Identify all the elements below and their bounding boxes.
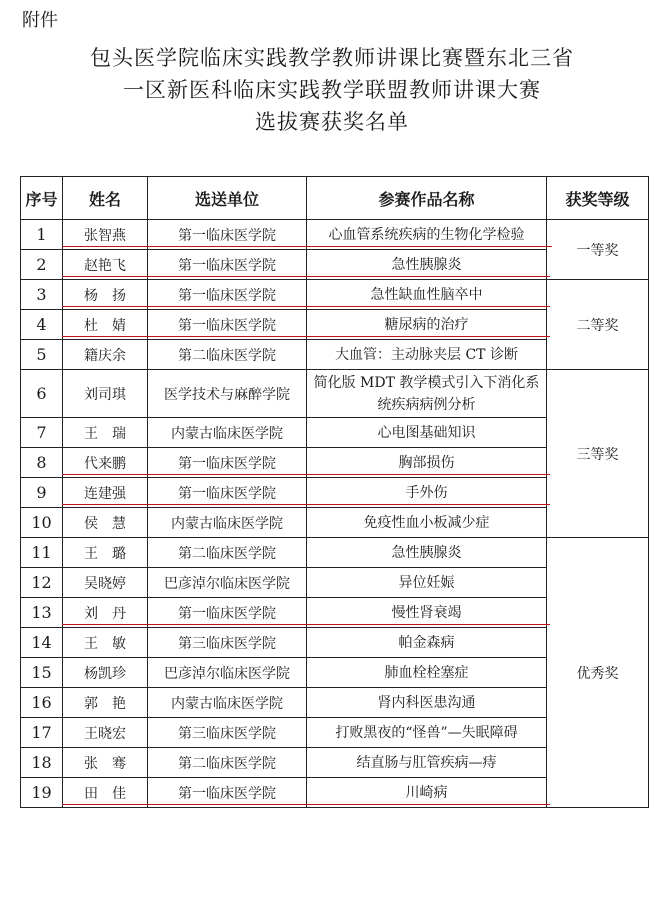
row-no: 15 bbox=[21, 658, 63, 688]
row-name: 侯 慧 bbox=[63, 508, 148, 538]
row-unit: 第三临床医学院 bbox=[148, 628, 307, 658]
table-header-row bbox=[21, 177, 649, 220]
row-work: 肾内科医患沟通 bbox=[307, 688, 547, 718]
row-no: 1 bbox=[21, 220, 63, 250]
row-unit: 内蒙古临床医学院 bbox=[148, 508, 307, 538]
row-name: 张 骞 bbox=[63, 748, 148, 778]
red-underline-mark bbox=[62, 474, 550, 476]
row-work: 急性缺血性脑卒中 bbox=[307, 280, 547, 310]
row-no: 17 bbox=[21, 718, 63, 748]
row-name: 田 佳 bbox=[63, 778, 148, 808]
row-unit: 第一临床医学院 bbox=[148, 220, 307, 250]
row-unit: 医学技术与麻醉学院 bbox=[148, 370, 307, 418]
row-work: 简化版 MDT 教学模式引入下消化系统疾病病例分析 bbox=[307, 370, 547, 418]
row-no: 13 bbox=[21, 598, 63, 628]
row-work: 心电图基础知识 bbox=[307, 418, 547, 448]
row-no: 4 bbox=[21, 310, 63, 340]
row-work: 慢性肾衰竭 bbox=[307, 598, 547, 628]
row-name: 王 瑞 bbox=[63, 418, 148, 448]
header-work: 参赛作品名称 bbox=[307, 177, 547, 220]
row-work: 急性胰腺炎 bbox=[307, 538, 547, 568]
document-title-line-3: 选拔赛获奖名单 bbox=[255, 110, 409, 134]
row-name: 王 敏 bbox=[63, 628, 148, 658]
row-unit: 第一临床医学院 bbox=[148, 280, 307, 310]
row-unit: 第一临床医学院 bbox=[148, 310, 307, 340]
row-work: 川崎病 bbox=[307, 778, 547, 808]
row-no: 18 bbox=[21, 748, 63, 778]
red-underline-mark bbox=[62, 804, 550, 806]
header-award: 获奖等级 bbox=[547, 177, 649, 220]
award-level-cell: 一等奖 bbox=[547, 220, 649, 280]
row-no: 5 bbox=[21, 340, 63, 370]
row-no: 2 bbox=[21, 250, 63, 280]
document-title-line-2: 一区新医科临床实践教学联盟教师讲课大赛 bbox=[123, 78, 541, 102]
row-name: 吴晓婷 bbox=[63, 568, 148, 598]
award-level-cell: 三等奖 bbox=[547, 370, 649, 538]
row-unit: 第一临床医学院 bbox=[148, 478, 307, 508]
row-name: 刘 丹 bbox=[63, 598, 148, 628]
row-work: 结直肠与肛管疾病—痔 bbox=[307, 748, 547, 778]
row-no: 19 bbox=[21, 778, 63, 808]
red-underline-mark bbox=[62, 306, 550, 308]
row-work: 打败黑夜的“怪兽”—失眠障碍 bbox=[307, 718, 547, 748]
header-unit: 选送单位 bbox=[148, 177, 307, 220]
row-no: 8 bbox=[21, 448, 63, 478]
red-underline-mark bbox=[62, 276, 550, 278]
row-unit: 第一临床医学院 bbox=[148, 448, 307, 478]
row-unit: 第二临床医学院 bbox=[148, 538, 307, 568]
row-work: 手外伤 bbox=[307, 478, 547, 508]
row-unit: 第二临床医学院 bbox=[148, 340, 307, 370]
row-work: 帕金森病 bbox=[307, 628, 547, 658]
red-underline-mark bbox=[62, 246, 552, 248]
row-no: 14 bbox=[21, 628, 63, 658]
table-row bbox=[21, 538, 649, 568]
row-work: 糖尿病的治疗 bbox=[307, 310, 547, 340]
award-level-cell: 优秀奖 bbox=[547, 538, 649, 808]
row-work: 急性胰腺炎 bbox=[307, 250, 547, 280]
header-name: 姓名 bbox=[63, 177, 148, 220]
row-no: 6 bbox=[21, 370, 63, 418]
header-no: 序号 bbox=[21, 177, 63, 220]
row-work: 肺血栓栓塞症 bbox=[307, 658, 547, 688]
row-name: 杨 扬 bbox=[63, 280, 148, 310]
row-name: 籍庆余 bbox=[63, 340, 148, 370]
row-work: 心血管系统疾病的生物化学检验 bbox=[307, 220, 547, 250]
row-name: 连建强 bbox=[63, 478, 148, 508]
row-name: 王 璐 bbox=[63, 538, 148, 568]
row-unit: 第一临床医学院 bbox=[148, 598, 307, 628]
row-work: 异位妊娠 bbox=[307, 568, 547, 598]
row-no: 11 bbox=[21, 538, 63, 568]
row-work: 大血管：主动脉夹层 CT 诊断 bbox=[307, 340, 547, 370]
row-name: 杜 婧 bbox=[63, 310, 148, 340]
table-row bbox=[21, 370, 649, 418]
row-unit: 第三临床医学院 bbox=[148, 718, 307, 748]
row-unit: 第一临床医学院 bbox=[148, 250, 307, 280]
award-level-cell: 二等奖 bbox=[547, 280, 649, 370]
row-name: 代来鹏 bbox=[63, 448, 148, 478]
row-unit: 内蒙古临床医学院 bbox=[148, 418, 307, 448]
row-no: 12 bbox=[21, 568, 63, 598]
red-underline-mark bbox=[62, 504, 550, 506]
attachment-label: 附件 bbox=[22, 10, 58, 31]
row-unit: 巴彦淖尔临床医学院 bbox=[148, 658, 307, 688]
red-underline-mark bbox=[62, 624, 550, 626]
award-list-table bbox=[20, 176, 649, 808]
row-name: 郭 艳 bbox=[63, 688, 148, 718]
row-name: 王晓宏 bbox=[63, 718, 148, 748]
row-no: 9 bbox=[21, 478, 63, 508]
row-unit: 巴彦淖尔临床医学院 bbox=[148, 568, 307, 598]
document-title-line-1: 包头医学院临床实践教学教师讲课比赛暨东北三省 bbox=[90, 46, 574, 70]
row-work: 免疫性血小板减少症 bbox=[307, 508, 547, 538]
red-underline-mark bbox=[62, 336, 550, 338]
row-no: 7 bbox=[21, 418, 63, 448]
row-no: 16 bbox=[21, 688, 63, 718]
row-unit: 第一临床医学院 bbox=[148, 778, 307, 808]
row-no: 3 bbox=[21, 280, 63, 310]
row-name: 赵艳飞 bbox=[63, 250, 148, 280]
row-name: 杨凯珍 bbox=[63, 658, 148, 688]
row-no: 10 bbox=[21, 508, 63, 538]
row-unit: 内蒙古临床医学院 bbox=[148, 688, 307, 718]
row-name: 张智燕 bbox=[63, 220, 148, 250]
row-unit: 第二临床医学院 bbox=[148, 748, 307, 778]
row-work: 胸部损伤 bbox=[307, 448, 547, 478]
row-name: 刘司琪 bbox=[63, 370, 148, 418]
